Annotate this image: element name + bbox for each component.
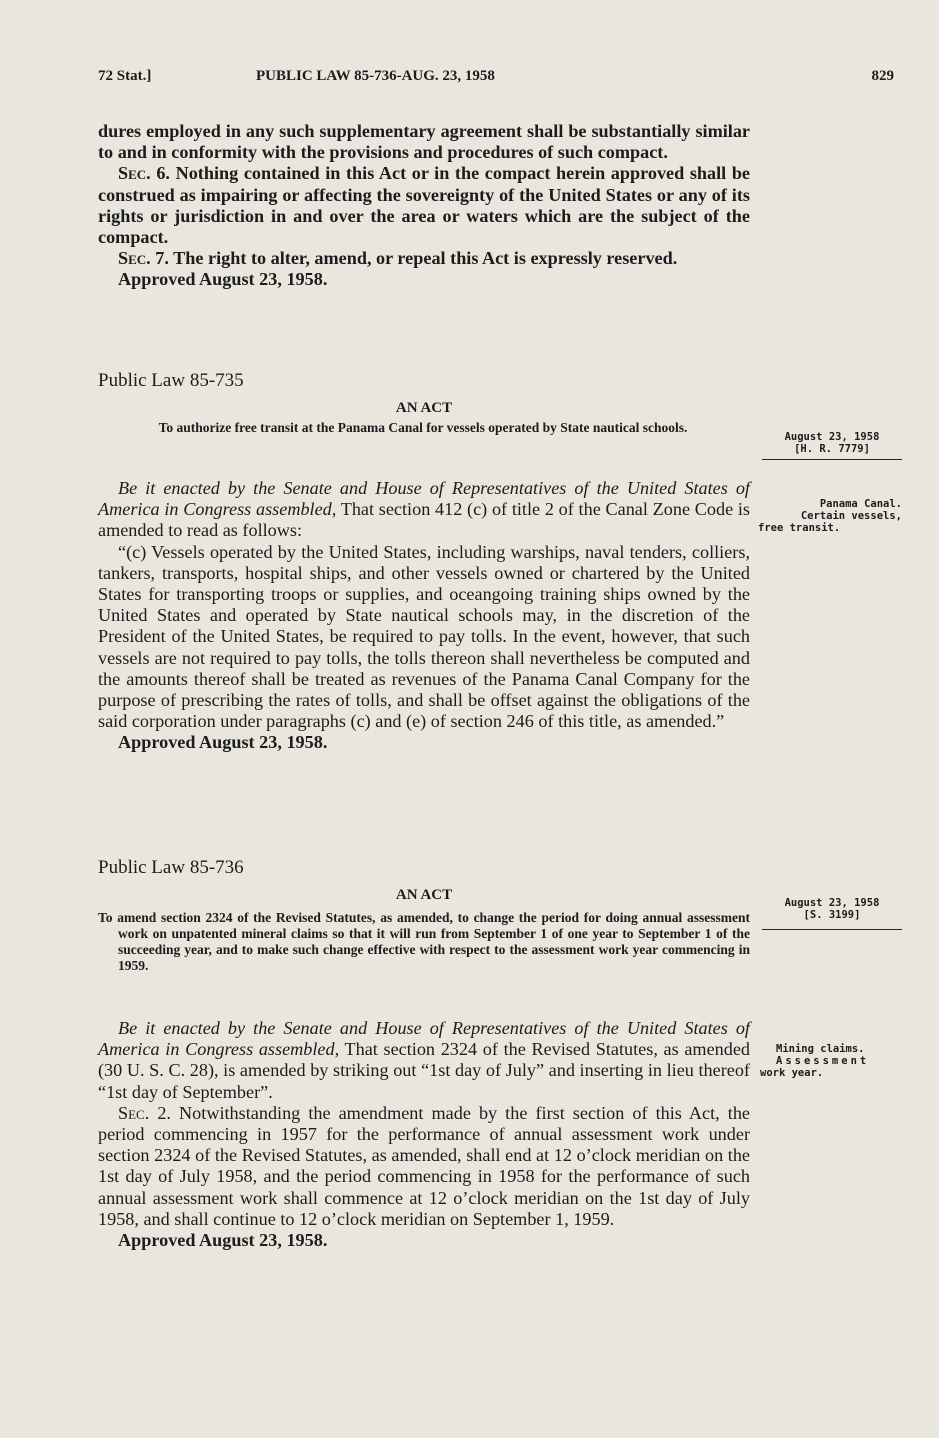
margin-note-line: Panama Canal. — [819, 498, 902, 510]
carryover-paragraph: dures employed in any such supplementary agreement shall be substantially similar to and in conformity with the provisions and procedures of such compact. — [98, 121, 750, 163]
section-6 — [98, 163, 750, 248]
act-purpose — [98, 910, 750, 974]
margin-date: August 23, 1958 — [784, 431, 880, 443]
law-title: Public Law 85-736 — [98, 857, 244, 878]
quoted-amendment: “(c) Vessels operated by the United States, including warships, naval tenders, colliers, tankers, transports, hospital ships, and other vessels owned or chartered by the United States for transporting troops or supplies, and oceangoing training ships owned by the United States and operated by State nautical schools may, in the discretion of the President of the United States, be required to pay tolls. In the event, however, that such vessels are not required to pay tolls, the tolls thereon shall nevertheless be computed and the amounts thereof shall be treated as revenues of the Panama Canal Company for the purpose of prescribing the rates of tolls, and shall be offset against the obligations of the said corporation under paragraphs (c) and (e) of section 246 of this title, as amended.” — [98, 541, 750, 732]
running-title: PUBLIC LAW 85-736-AUG. 23, 1958 — [256, 68, 495, 84]
margin-bill-number: [S. 3199] — [803, 909, 861, 921]
margin-note-line: work year. — [760, 1067, 824, 1079]
section-2-text: Notwithstanding the amendment made by the first section of this Act, the period commencing in 1957 for the performance of annual assessment work under section 2324 of the Revised Statutes, as amended, shall end at 12 o’clock meridian on the 1st day of July 1958, and the period commencing in 1958 for the performance of such annual assessment work shall commence at 12 o’clock meridian on the 1st day of July 1958, and shall continue to 12 o’clock meridian on September 1, 1959. — [98, 1102, 750, 1229]
act-purpose-text: To amend section 2324 of the Revised Statutes, as amended, to change the period for doing annual assessment work on unpatented mineral claims so that it will run from September 1 of one year to September 1 of the succeeding year, and to make such change effective with respect to the assessment work year commencing in 1959. — [98, 910, 750, 973]
approved-line: Approved August 23, 1958. — [118, 732, 328, 753]
enacting-text: That section 412 (c) of title 2 of the Canal Zone Code is amended to read as follows: — [98, 499, 750, 541]
approved-line: Approved August 23, 1958. — [118, 1230, 328, 1251]
margin-note-line: Assessment — [776, 1055, 870, 1067]
section-7 — [98, 248, 750, 269]
section-7-text: The right to alter, amend, or repeal this Act is expressly reserved. — [173, 248, 678, 269]
law-735-body — [98, 478, 750, 754]
page-number: 829 — [871, 68, 894, 84]
margin-bill-number: [H. R. 7779] — [794, 443, 870, 455]
statute-reference: 72 Stat.] — [98, 68, 152, 84]
law-title: Public Law 85-735 — [98, 370, 244, 391]
margin-divider — [762, 459, 902, 460]
approved-line: Approved August 23, 1958. — [118, 269, 328, 290]
section-6-label: Sec. 6. — [118, 163, 170, 184]
section-2 — [98, 1103, 750, 1230]
enacting-text: That section 2324 of the Revised Statutes, as amended (30 U. S. C. 28), is amended by striking out “1st day of July” and inserting in lieu thereof “1st day of September”. — [98, 1039, 751, 1102]
act-heading: AN ACT — [395, 400, 453, 416]
enacting-clause — [98, 1018, 750, 1103]
margin-note-line: free transit. — [758, 522, 841, 534]
enacting-formula: Be it enacted by the Senate and House of Representatives of the United States of America in Congress assembled, — [98, 1018, 750, 1060]
margin-date: August 23, 1958 — [784, 897, 880, 909]
section-7-label: Sec. 7. — [118, 248, 169, 269]
carryover-block — [98, 121, 750, 291]
margin-note-line: Certain vessels, — [800, 510, 902, 522]
running-header — [98, 68, 898, 92]
act-purpose: To authorize free transit at the Panama Canal for vessels operated by State nautical schools. — [158, 420, 688, 435]
act-heading: AN ACT — [395, 887, 453, 903]
margin-note-line: Mining claims. — [776, 1043, 865, 1055]
margin-divider — [762, 929, 902, 930]
enacting-clause — [98, 478, 750, 542]
law-736-body — [98, 1018, 750, 1251]
section-2-label: Sec. 2. — [118, 1102, 171, 1123]
section-6-text: Nothing contained in this Act or in the compact herein approved shall be construed as impairing or affecting the sovereignty of the United States or any of its rights or jurisdiction in and over the area or waters which are the subject of the compact. — [98, 163, 751, 248]
enacting-formula: Be it enacted by the Senate and House of Representatives of the United States of America in Congress assembled, — [98, 478, 750, 520]
